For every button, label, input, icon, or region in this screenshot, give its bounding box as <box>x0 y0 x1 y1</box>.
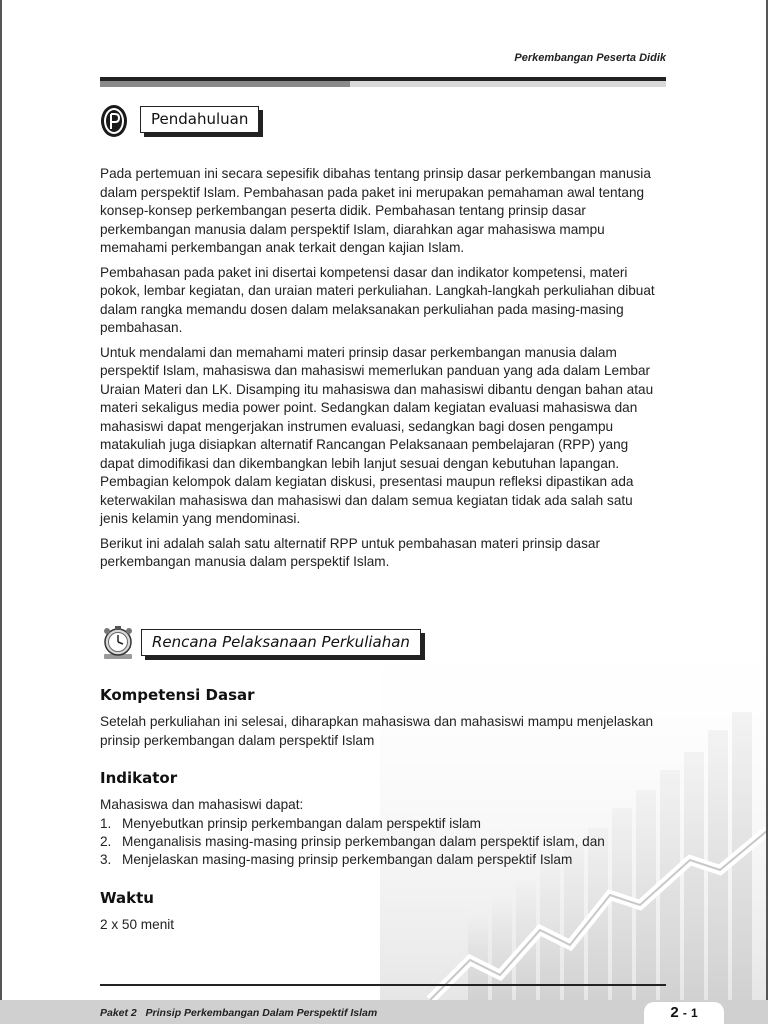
intro-paragraph: Berikut ini adalah salah satu alternatif RPP untuk pembahasan materi prinsip dasar perkembangan manusia dalam perspektif Islam. <box>100 535 600 569</box>
section-heading-rpp: Rencana Pelaksanaan Perkuliahan <box>141 629 421 656</box>
page-separator: - <box>682 1006 687 1020</box>
kompetensi-dasar-text: Setelah perkuliahan ini selesai, diharapkan mahasiswa dan mahasiswi mampu menjelaskan prinsip perkembangan dalam perspektif Islam <box>100 714 654 748</box>
page-border-left <box>0 0 2 1024</box>
list-item <box>100 851 605 869</box>
page-chapter: 2 <box>670 1004 679 1021</box>
indikator-list <box>100 815 605 869</box>
page-num: 1 <box>691 1006 698 1020</box>
intro-paragraph: Pada pertemuan ini secara sepesifik dibahas tentang prinsip dasar perkembangan manusia dalam perspektif Islam. Pembahasan pada paket ini merupakan pemahaman awal tentang konsep-konsep perkembangan peserta didik. Pembahasan tentang prinsip dasar perkembangan manusia dalam perspektif Islam, diarahkan agar mahasiswa mampu memahami perkembangan anak terkait dengan kajian Islam. <box>100 166 651 255</box>
intro-paragraph: Untuk mendalami dan memahami materi prinsip dasar perkembangan manusia dalam perspektif Islam, mahasiswa dan mahasiswi memerlukan panduan yang ada dalam Lembar Uraian Materi dan LK. Disamping itu mahasiswa dan mahasiswi dibantu dengan bahan atau materi sekaligus media power point. Sedangkan dalam kegiatan evaluasi mahasiswa dan mahasiswi dapat mengerjakan instrumen evaluasi, sedangkan bagi dosen pengampu matakuliah juga disiapkan alternatif Rancangan Pelaksanaan pembelajaran (RPP) yang dapat dimodifikasi dan dikembangkan lebih lanjut sesuai dengan kebutuhan lapangan. Pembagian kelompok dalam kegiatan diskusi, presentasi maupun refleksi dipastikan ada keterwakilan mahasiswa dan mahasiswi dan dalam semua kegiatan tidak ada salah satu jenis kelamin yang mendominasi. <box>100 344 654 526</box>
intro-body <box>100 165 660 578</box>
list-item-text: Menjelaskan masing-masing prinsip perkembangan dalam perspektif Islam <box>122 852 573 867</box>
list-number: 2. <box>100 834 112 849</box>
footer-rule <box>100 984 666 986</box>
list-item-text: Menganalisis masing-masing prinsip perkembangan dalam perspektif islam, dan <box>122 834 605 849</box>
header-rule-dark-segment <box>100 81 350 87</box>
intro-paragraph: Pembahasan pada paket ini disertai kompetensi dasar dan indikator kompetensi, materi pokok, lembar kegiatan, dan uraian materi perkuliahan. Langkah-langkah perkuliahan dibuat dalam rangka memandu dosen dalam melaksanakan perkuliahan pada masing-masing pembahasan. <box>100 264 655 335</box>
list-number: 1. <box>100 816 112 831</box>
list-item-text: Menyebutkan prinsip perkembangan dalam perspektif islam <box>122 816 481 831</box>
alarm-clock-icon <box>100 624 136 662</box>
list-item <box>100 815 605 833</box>
footer-title: Paket 2 Prinsip Perkembangan Dalam Perspektif Islam <box>100 1007 378 1019</box>
header-rule-light-segment <box>350 81 666 87</box>
kompetensi-dasar-heading: Kompetensi Dasar <box>100 686 255 704</box>
section-heading-pendahuluan: Pendahuluan <box>140 106 259 133</box>
indikator-intro: Mahasiswa dan mahasiswi dapat: <box>100 797 304 812</box>
list-number: 3. <box>100 852 112 867</box>
list-item <box>100 833 605 851</box>
running-header-title: Perkembangan Peserta Didik <box>514 52 666 64</box>
waktu-heading: Waktu <box>100 889 154 907</box>
indikator-heading: Indikator <box>100 769 178 787</box>
p-letter-icon <box>100 102 128 138</box>
waktu-text: 2 x 50 menit <box>100 917 175 932</box>
page-number <box>644 1002 724 1024</box>
